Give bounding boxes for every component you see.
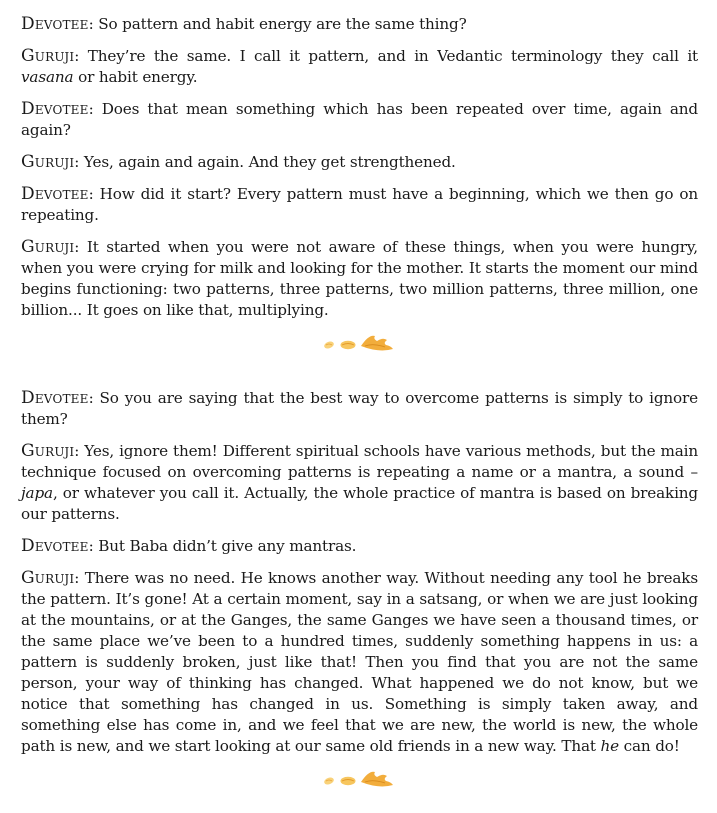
speaker-name: Devotee [21, 388, 89, 408]
italic-term: vasana [21, 68, 74, 86]
dialogue-text: : How did it start? Every pattern must have a beginning, which we then go on repeating. [21, 185, 698, 224]
dialogue-paragraph [21, 99, 698, 141]
dialogue-text: : They’re the same. I call it pattern, and in Vedantic terminology they call it [74, 47, 698, 65]
dialogue-paragraph [21, 388, 698, 430]
dialogue-text: : There was no need. He knows another way. Without needing any tool he breaks the pattern. It’s gone! At a certain moment, say in a satsang, or when we are just looking at the mountains, or at the Ganges, the same Ganges we have seen a thousand times, or the same place we’ve been to a hundred times, suddenly something happens in us: a pattern is suddenly broken, just like that! Then you find that you are not the same person, your way of thinking has changed. What happened we do not know, but we notice that something has changed in us. Something is simply taken away, and something else has come in, and we feel that we are new, the world is new, the whole path is new, and we start looking at our same old friends in a new way. That [21, 569, 698, 755]
speaker-name: Guruji [21, 237, 75, 257]
dialogue-section-2 [21, 388, 698, 757]
speaker-name: Devotee [21, 99, 89, 119]
speaker-name: Guruji [21, 441, 75, 461]
speaker-name: Devotee [21, 14, 89, 34]
italic-term: he [600, 737, 619, 755]
section-separator [21, 332, 698, 354]
dialogue-text: : Yes, again and again. And they get strengthened. [74, 153, 456, 171]
speaker-name: Devotee [21, 536, 89, 556]
page [21, 14, 698, 790]
speaker-name: Guruji [21, 152, 75, 172]
dialogue-paragraph [21, 184, 698, 226]
dialogue-paragraph [21, 14, 698, 35]
dialogue-paragraph [21, 441, 698, 525]
dialogue-paragraph [21, 536, 698, 557]
dialogue-text: or habit energy. [73, 68, 198, 86]
dialogue-section-1 [21, 14, 698, 321]
speaker-name: Guruji [21, 568, 75, 588]
dialogue-paragraph [21, 152, 698, 173]
section-separator [21, 768, 698, 790]
flame-ornament-icon [320, 332, 400, 354]
dialogue-text: : Does that mean something which has been repeated over time, again and again? [21, 100, 698, 139]
dialogue-paragraph [21, 237, 698, 321]
dialogue-paragraph [21, 46, 698, 88]
flame-ornament-icon [320, 768, 400, 790]
dialogue-text: : So you are saying that the best way to overcome patterns is simply to ignore them? [21, 389, 698, 428]
dialogue-text: can do! [618, 737, 680, 755]
dialogue-text: : But Baba didn’t give any mantras. [88, 537, 357, 555]
speaker-name: Guruji [21, 46, 75, 66]
dialogue-text: , or whatever you call it. Actually, the whole practice of mantra is based on breaking our patterns. [21, 484, 698, 523]
speaker-name: Devotee [21, 184, 89, 204]
italic-term: japa [21, 484, 53, 502]
dialogue-text: : It started when you were not aware of these things, when you were hungry, when you were crying for milk and looking for the mother. It starts the moment our mind begins functioning: two patterns, three patterns, two million patterns, three million, one billion... It goes on like that, multiplying. [21, 238, 698, 319]
dialogue-paragraph [21, 568, 698, 757]
dialogue-text: : So pattern and habit energy are the same thing? [88, 15, 467, 33]
dialogue-text: : Yes, ignore them! Different spiritual schools have various methods, but the main technique focused on overcoming patterns is repeating a name or a mantra, a sound – [21, 442, 698, 481]
